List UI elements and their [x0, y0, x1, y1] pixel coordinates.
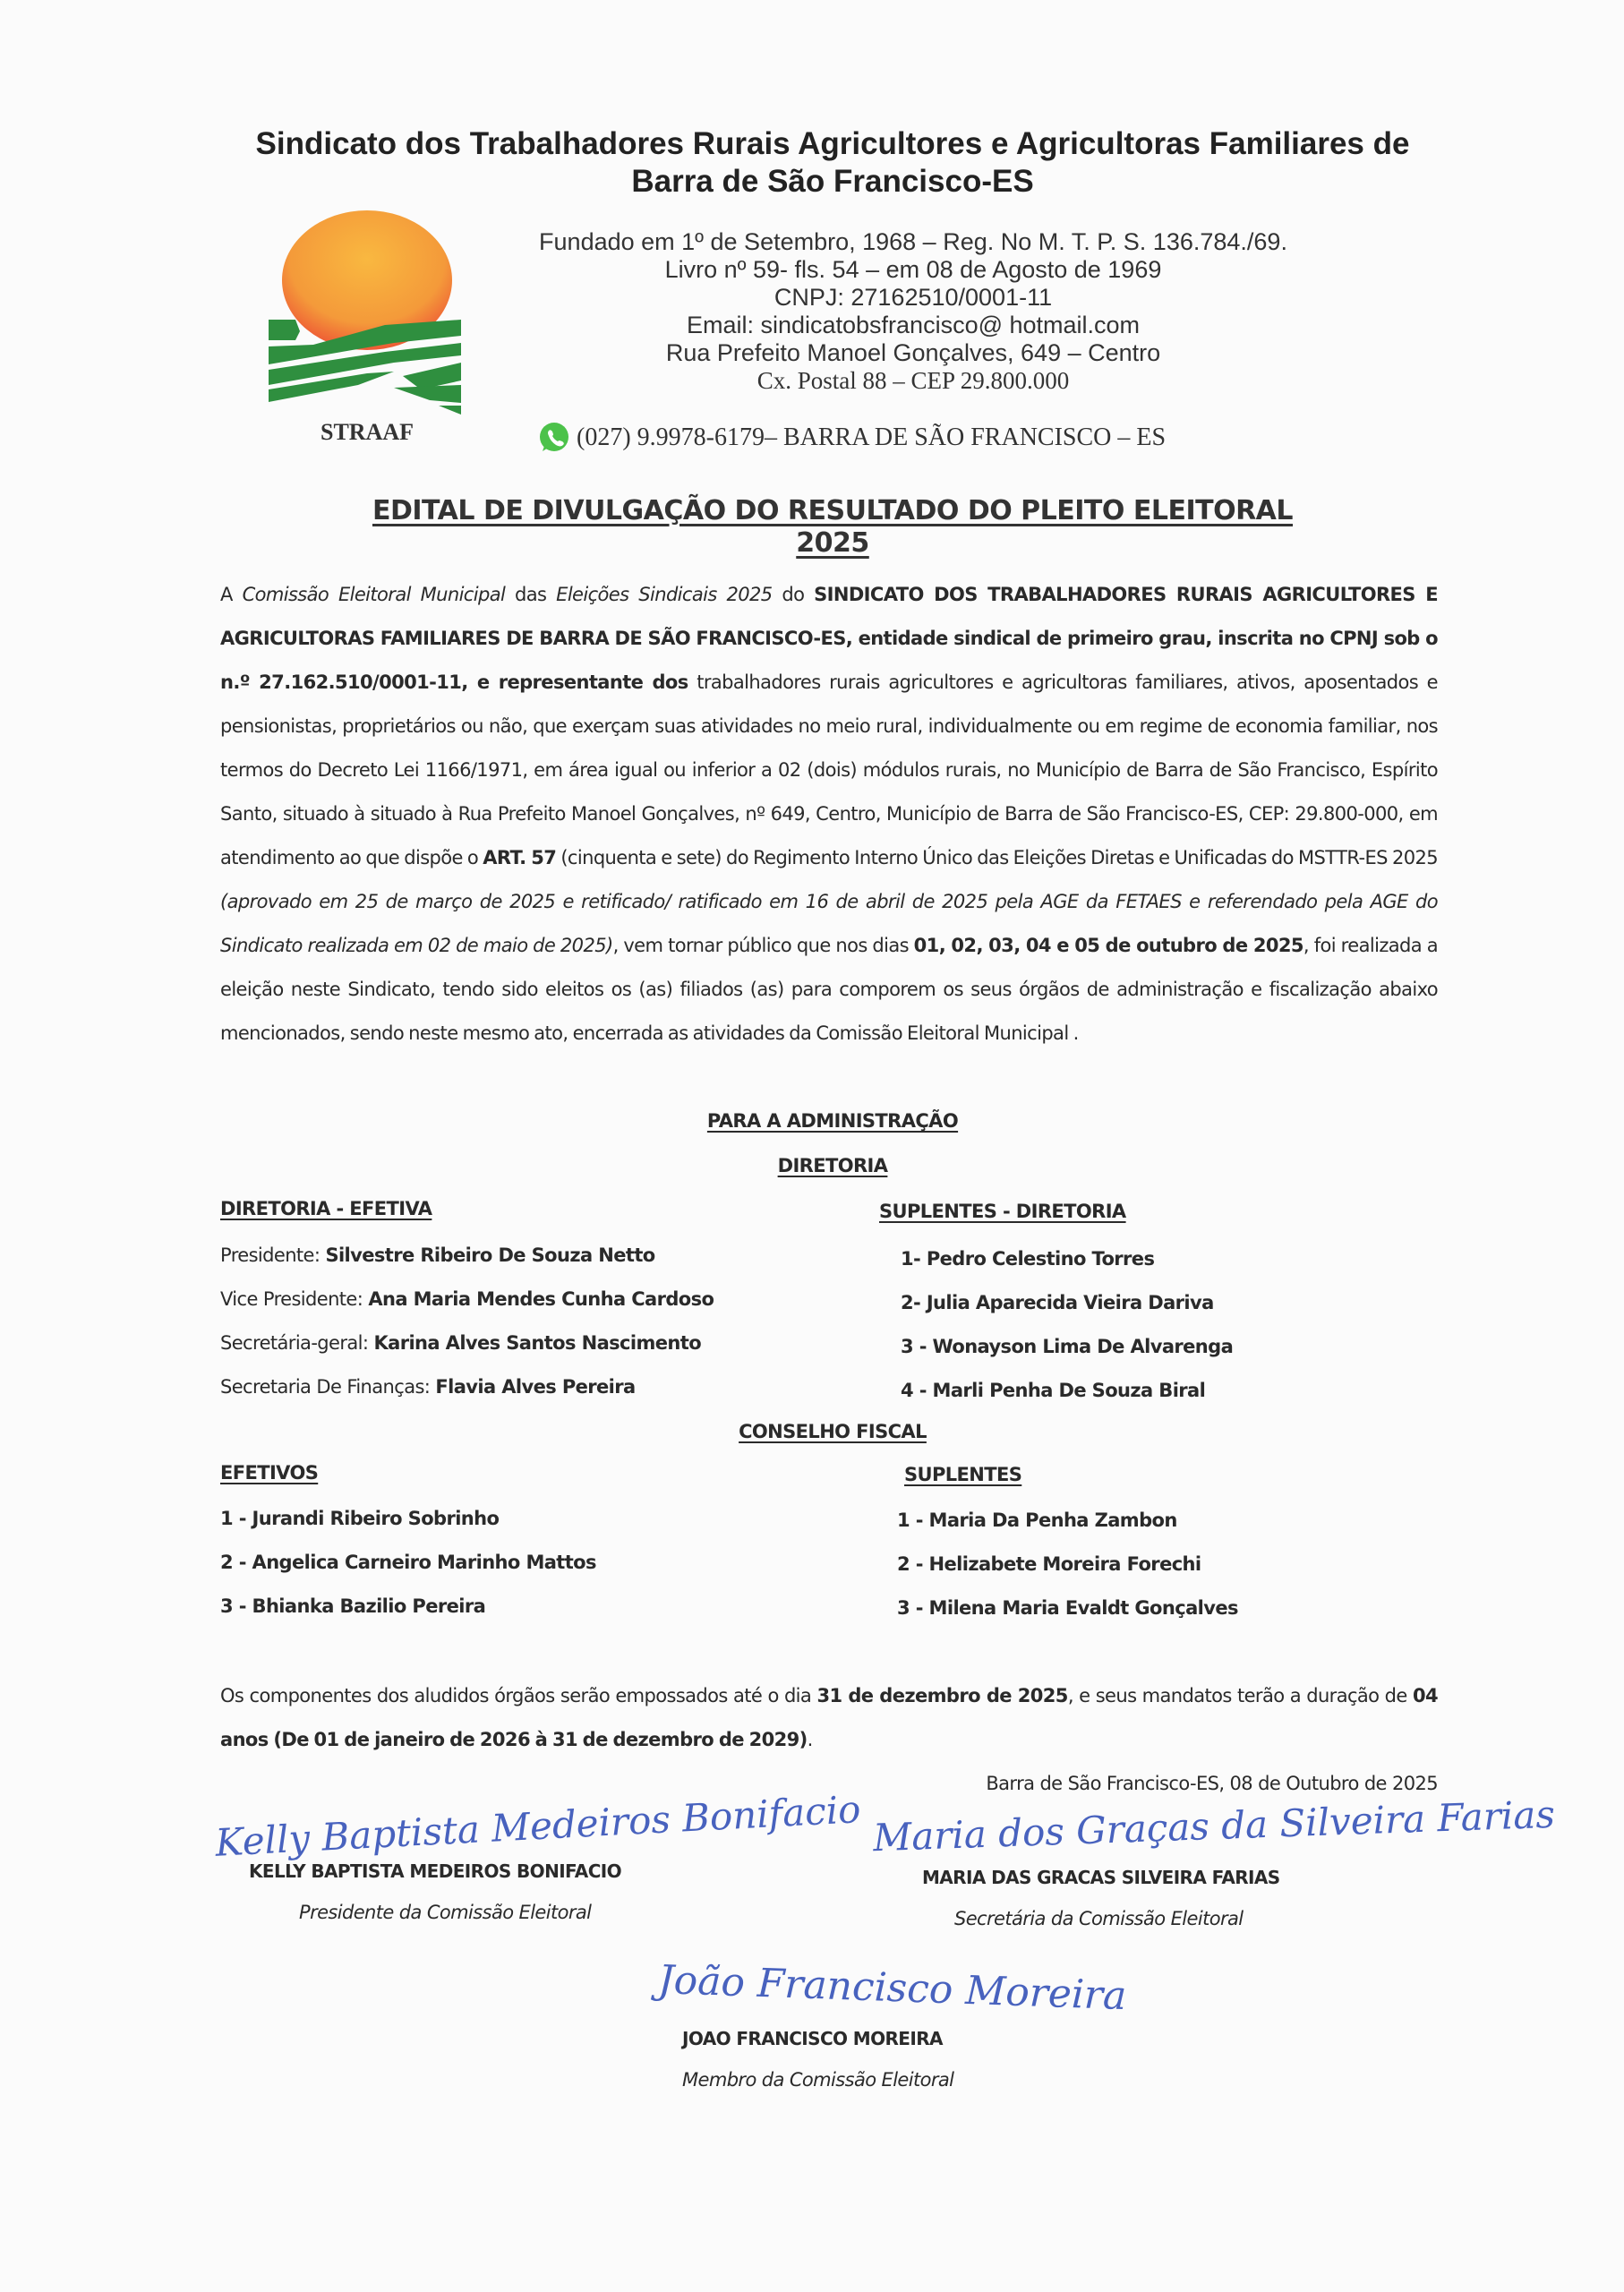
signatory-member — [682, 2028, 953, 2091]
member-name: 4 - Marli Penha De Souza Biral — [901, 1380, 1206, 1401]
p1-text: do — [772, 584, 815, 605]
p1-bold-article: ART. 57 — [483, 847, 557, 868]
list-item — [901, 1369, 1233, 1413]
heading-efetivos: EFETIVOS — [220, 1462, 319, 1484]
p1-text: (cinquenta e sete) do Regimento Interno Único das Eleições Diretas e Unificadas do MSTTR-ES 2025 — [556, 847, 1438, 868]
member-name: Silvestre Ribeiro De Souza Netto — [325, 1244, 655, 1266]
organization-info — [483, 228, 1343, 395]
member-role: Secretaria De Finanças: — [220, 1376, 436, 1398]
mandate-paragraph — [220, 1674, 1438, 1762]
member-name: 3 - Bhianka Bazilio Pereira — [220, 1595, 486, 1617]
p1-text: , foi realizada a eleição neste Sindicato, tendo sido eleitos os (as) filiados (as) para comporem os seus órgãos de administração e fiscalização abaixo mencionados, sendo neste mesmo ato, encerrada as atividades da Comissão Eleitoral Municipal . — [220, 935, 1438, 1044]
member-name: 3 - Milena Maria Evaldt Gonçalves — [897, 1597, 1238, 1619]
p1-text: A — [220, 584, 243, 605]
list-item — [901, 1237, 1233, 1281]
logo-caption: STRAAF — [320, 419, 414, 445]
member-name: 2 - Angelica Carneiro Marinho Mattos — [220, 1552, 596, 1573]
intro-paragraph — [220, 573, 1438, 1056]
list-item — [220, 1497, 596, 1541]
whatsapp-icon — [537, 421, 571, 455]
member-name: Flavia Alves Pereira — [435, 1376, 636, 1398]
member-role: Secretária-geral: — [220, 1332, 374, 1354]
signatory-role: Secretária da Comissão Eleitoral — [954, 1908, 1244, 1929]
heading-conselho-fiscal: CONSELHO FISCAL — [739, 1421, 927, 1442]
p2-text: . — [807, 1729, 813, 1750]
diretoria-efetiva-list — [220, 1234, 714, 1409]
info-email: Email: sindicatobsfrancisco@ hotmail.com — [686, 312, 1141, 338]
info-cnpj: CNPJ: 27162510/0001-11 — [774, 284, 1053, 311]
member-name: 1 - Maria Da Penha Zambon — [897, 1509, 1177, 1531]
p1-italic-commission: Comissão Eleitoral Municipal — [242, 584, 506, 605]
member-name: Karina Alves Santos Nascimento — [373, 1332, 702, 1354]
info-founded: Fundado em 1º de Setembro, 1968 – Reg. No M. T. P. S. 136.784./69. — [539, 228, 1287, 255]
list-item — [901, 1281, 1233, 1325]
p1-text: trabalhadores rurais agricultores e agricultoras familiares, ativos, aposentados e pensionistas, proprietários ou não, que exerçam suas atividades no meio rural, individualmente ou em regime de economia familiar, nos termos do Decreto Lei 1166/1971, em área igual ou inferior a 02 (dois) módulos rurais, no Município de Barra de São Francisco, Espírito Santo, situado à situado à Rua Prefeito Manoel Gonçalves, nº 649, Centro, Município de Barra de São Francisco-ES, CEP: 29.800-000, em atendimento ao que dispõe o — [220, 671, 1438, 868]
p2-bold-date: 31 de dezembro de 2025 — [816, 1685, 1068, 1706]
member-name: 1- Pedro Celestino Torres — [901, 1248, 1155, 1270]
member-role: Vice Presidente: — [220, 1288, 369, 1310]
list-item — [220, 1365, 714, 1409]
heading-administration: PARA A ADMINISTRAÇÃO — [706, 1110, 959, 1132]
signatory-president — [249, 1860, 621, 1923]
list-item — [220, 1234, 714, 1278]
list-item — [897, 1586, 1238, 1630]
info-address: Rua Prefeito Manoel Gonçalves, 649 – Centro — [665, 339, 1161, 366]
handwritten-signature: Kelly Baptista Medeiros Bonifacio — [214, 1787, 862, 1865]
signatory-name: KELLY BAPTISTA MEDEIROS BONIFACIO — [249, 1860, 622, 1882]
member-name: 2 - Helizabete Moreira Forechi — [897, 1553, 1201, 1575]
info-postal: Cx. Postal 88 – CEP 29.800.000 — [756, 367, 1070, 394]
heading-diretoria: DIRETORIA — [777, 1155, 888, 1176]
signatory-role: Membro da Comissão Eleitoral — [682, 2069, 954, 2091]
info-registry: Livro nº 59- fls. 54 – em 08 de Agosto de 1969 — [664, 256, 1162, 283]
handwritten-signature: João Francisco Moreira — [657, 1956, 1128, 2020]
p1-italic-approval: (aprovado em 25 de março de 2025 e retificado/ ratificado em 16 de abril de 2025 pela AGE da FETAES e referendado pela AGE do Sindicato realizada em 02 de maio de 2025) — [220, 891, 1438, 956]
org-title-line-1: Sindicato dos Trabalhadores Rurais Agricultores e Agricultoras Familiares de — [255, 126, 1410, 161]
list-item — [897, 1499, 1238, 1543]
p1-bold-dates: 01, 02, 03, 04 e 05 de outubro de 2025 — [913, 935, 1303, 956]
handwritten-signature: Maria dos Graças da Silveira Farias — [872, 1792, 1556, 1860]
p1-text: , vem tornar público que nos dias — [612, 935, 914, 956]
list-item — [897, 1543, 1238, 1586]
phone-line — [537, 421, 1253, 455]
document-title: EDITAL DE DIVULGAÇÃO DO RESULTADO DO PLEITO ELEITORAL 2025 — [372, 495, 1294, 559]
member-name: 2- Julia Aparecida Vieira Dariva — [901, 1292, 1214, 1313]
p2-text: , e seus mandatos terão a duração de — [1067, 1685, 1413, 1706]
signatory-role: Presidente da Comissão Eleitoral — [299, 1902, 592, 1923]
member-role: Presidente: — [220, 1244, 326, 1266]
signatory-name: JOAO FRANCISCO MOREIRA — [682, 2028, 943, 2049]
date-place: Barra de São Francisco-ES, 08 de Outubro de 2025 — [986, 1773, 1438, 1794]
suplentes-diretoria-list — [901, 1237, 1233, 1413]
organization-title — [206, 125, 1459, 201]
signatory-name: MARIA DAS GRACAS SILVEIRA FARIAS — [922, 1867, 1280, 1888]
list-item — [220, 1585, 596, 1629]
member-name: Ana Maria Mendes Cunha Cardoso — [368, 1288, 714, 1310]
conselho-efetivos-list — [220, 1497, 596, 1629]
p2-bold-term: 04 anos (De 01 de janeiro de 2026 à 31 de dezembro de 2029) — [220, 1685, 1439, 1750]
list-item — [220, 1278, 714, 1321]
p1-bold-union: SINDICATO DOS TRABALHADORES RURAIS AGRICULTORES E AGRICULTORAS FAMILIARES DE BARRA DE SÃO FRANCISCO-ES, entidade sindical de primeiro grau, inscrita no CPNJ sob o n.º 27.162.510/0001-11, e representante dos — [220, 584, 1438, 693]
straaf-logo-icon — [260, 210, 474, 416]
list-item — [220, 1541, 596, 1585]
p1-text: das — [505, 584, 557, 605]
member-name: 3 - Wonayson Lima De Alvarenga — [901, 1336, 1234, 1357]
list-item — [220, 1321, 714, 1365]
org-title-line-2: Barra de São Francisco-ES — [631, 164, 1034, 199]
heading-suplentes-conselho: SUPLENTES — [904, 1464, 1022, 1485]
p2-text: Os componentes dos aludidos órgãos serão empossados até o dia — [220, 1685, 817, 1706]
phone-text: (027) 9.9978-6179– BARRA DE SÃO FRANCISCO – ES — [577, 423, 1167, 451]
member-name: 1 - Jurandi Ribeiro Sobrinho — [220, 1508, 500, 1529]
list-item — [901, 1325, 1233, 1369]
signatory-secretary — [922, 1867, 1280, 1929]
conselho-suplentes-list — [897, 1499, 1238, 1630]
p1-italic-elections: Eleições Sindicais 2025 — [556, 584, 773, 605]
heading-diretoria-efetiva: DIRETORIA - EFETIVA — [220, 1198, 432, 1219]
heading-suplentes-diretoria: SUPLENTES - DIRETORIA — [879, 1201, 1126, 1222]
